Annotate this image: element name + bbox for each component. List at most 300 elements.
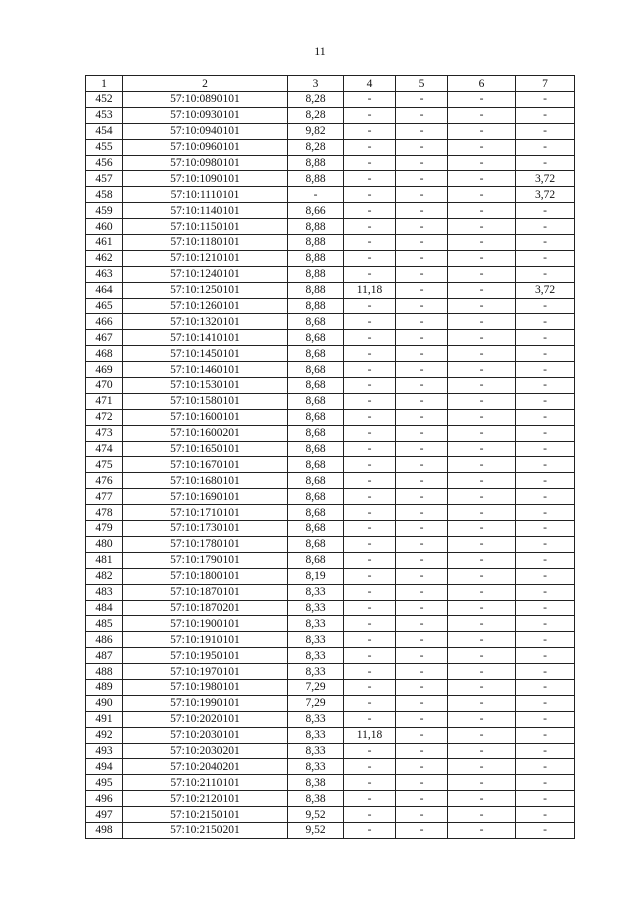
table-cell: - bbox=[516, 266, 575, 282]
table-cell: - bbox=[516, 568, 575, 584]
table-cell: - bbox=[516, 616, 575, 632]
table-cell: 3,72 bbox=[516, 282, 575, 298]
table-cell: 8,68 bbox=[288, 393, 344, 409]
table-cell: - bbox=[344, 552, 396, 568]
table-cell: - bbox=[396, 489, 448, 505]
table-cell: 468 bbox=[86, 346, 123, 362]
table-cell: - bbox=[344, 139, 396, 155]
table-cell: - bbox=[396, 695, 448, 711]
table-cell: 470 bbox=[86, 378, 123, 394]
table-cell: - bbox=[448, 250, 516, 266]
table-cell: - bbox=[396, 473, 448, 489]
table-cell: 497 bbox=[86, 807, 123, 823]
table-cell: - bbox=[448, 441, 516, 457]
table-cell: 57:10:2150101 bbox=[123, 807, 288, 823]
table-cell: - bbox=[344, 314, 396, 330]
table-row bbox=[86, 409, 575, 425]
table-cell: 493 bbox=[86, 743, 123, 759]
table-cell: 457 bbox=[86, 171, 123, 187]
table-cell: 475 bbox=[86, 457, 123, 473]
table-cell: 459 bbox=[86, 203, 123, 219]
table-cell: 484 bbox=[86, 600, 123, 616]
table-cell: 461 bbox=[86, 235, 123, 251]
table-cell: - bbox=[516, 409, 575, 425]
table-cell: 489 bbox=[86, 679, 123, 695]
table-cell: 57:10:1690101 bbox=[123, 489, 288, 505]
table-cell: 57:10:1460101 bbox=[123, 362, 288, 378]
table-cell: - bbox=[396, 378, 448, 394]
table-cell: - bbox=[516, 441, 575, 457]
table-cell: - bbox=[396, 346, 448, 362]
table-cell: - bbox=[396, 107, 448, 123]
table-row bbox=[86, 314, 575, 330]
table-cell: - bbox=[516, 393, 575, 409]
table-row bbox=[86, 250, 575, 266]
table-cell: - bbox=[344, 807, 396, 823]
table-cell: - bbox=[516, 775, 575, 791]
table-cell: 8,68 bbox=[288, 425, 344, 441]
table-cell: 57:10:1730101 bbox=[123, 521, 288, 537]
table-cell: - bbox=[396, 759, 448, 775]
table-cell: 57:10:1980101 bbox=[123, 679, 288, 695]
table-cell: - bbox=[516, 298, 575, 314]
table-cell: - bbox=[448, 664, 516, 680]
table-cell: - bbox=[516, 203, 575, 219]
table-cell: - bbox=[448, 759, 516, 775]
table-cell: - bbox=[396, 123, 448, 139]
table-row bbox=[86, 775, 575, 791]
table-cell: - bbox=[396, 155, 448, 171]
table-cell: - bbox=[344, 219, 396, 235]
table-cell: - bbox=[448, 378, 516, 394]
table-cell: - bbox=[344, 155, 396, 171]
column-header: 2 bbox=[123, 76, 288, 92]
table-cell: - bbox=[344, 521, 396, 537]
table-cell: - bbox=[344, 695, 396, 711]
table-cell: - bbox=[516, 521, 575, 537]
table-cell: 469 bbox=[86, 362, 123, 378]
table-cell: - bbox=[344, 107, 396, 123]
table-cell: - bbox=[344, 346, 396, 362]
table-cell: - bbox=[396, 457, 448, 473]
table-row bbox=[86, 155, 575, 171]
table-cell: - bbox=[516, 489, 575, 505]
table-cell: 57:10:1900101 bbox=[123, 616, 288, 632]
table-cell: 8,68 bbox=[288, 441, 344, 457]
table-cell: 474 bbox=[86, 441, 123, 457]
table-cell: 8,68 bbox=[288, 378, 344, 394]
table-cell: - bbox=[344, 441, 396, 457]
table-cell: 57:10:0890101 bbox=[123, 92, 288, 108]
table-cell: - bbox=[516, 219, 575, 235]
table-cell: 8,68 bbox=[288, 346, 344, 362]
table-cell: - bbox=[396, 775, 448, 791]
table-cell: - bbox=[396, 679, 448, 695]
table-cell: 491 bbox=[86, 711, 123, 727]
table-cell: 57:10:1600101 bbox=[123, 409, 288, 425]
table-cell: - bbox=[396, 409, 448, 425]
table-cell: - bbox=[344, 775, 396, 791]
table-cell: - bbox=[448, 727, 516, 743]
table-cell: 8,66 bbox=[288, 203, 344, 219]
table-cell: 8,68 bbox=[288, 330, 344, 346]
table-cell: - bbox=[344, 648, 396, 664]
table-cell: 57:10:0980101 bbox=[123, 155, 288, 171]
table-row bbox=[86, 791, 575, 807]
table-cell: - bbox=[344, 298, 396, 314]
table-cell: 8,68 bbox=[288, 489, 344, 505]
table-cell: 8,88 bbox=[288, 155, 344, 171]
table-cell: 478 bbox=[86, 505, 123, 521]
table-cell: - bbox=[516, 362, 575, 378]
table-cell: 8,33 bbox=[288, 648, 344, 664]
table-cell: - bbox=[344, 822, 396, 838]
table-cell: 8,28 bbox=[288, 92, 344, 108]
table-cell: 495 bbox=[86, 775, 123, 791]
table-row bbox=[86, 632, 575, 648]
table-cell: - bbox=[344, 536, 396, 552]
table-cell: - bbox=[396, 536, 448, 552]
table-cell: - bbox=[448, 489, 516, 505]
table-cell: 57:10:1320101 bbox=[123, 314, 288, 330]
table-cell: 57:10:1970101 bbox=[123, 664, 288, 680]
table-cell: - bbox=[516, 743, 575, 759]
table-cell: - bbox=[344, 362, 396, 378]
table-cell: 483 bbox=[86, 584, 123, 600]
table-cell: - bbox=[396, 203, 448, 219]
table-cell: 9,52 bbox=[288, 822, 344, 838]
table-row bbox=[86, 664, 575, 680]
table-cell: 8,38 bbox=[288, 791, 344, 807]
table-row bbox=[86, 616, 575, 632]
table-cell: 8,68 bbox=[288, 552, 344, 568]
table-cell: 453 bbox=[86, 107, 123, 123]
table-cell: - bbox=[344, 616, 396, 632]
table-cell: 57:10:1790101 bbox=[123, 552, 288, 568]
table-cell: - bbox=[516, 759, 575, 775]
table-cell: 57:10:1580101 bbox=[123, 393, 288, 409]
table-cell: - bbox=[344, 584, 396, 600]
table-row bbox=[86, 600, 575, 616]
page-number: 11 bbox=[314, 44, 326, 58]
table-cell: - bbox=[396, 282, 448, 298]
table-cell: - bbox=[516, 346, 575, 362]
table-cell: - bbox=[396, 171, 448, 187]
table-cell: - bbox=[516, 139, 575, 155]
table-cell: 456 bbox=[86, 155, 123, 171]
table-cell: 57:10:1150101 bbox=[123, 219, 288, 235]
table-cell: 8,33 bbox=[288, 600, 344, 616]
table-cell: - bbox=[344, 664, 396, 680]
table-cell: 490 bbox=[86, 695, 123, 711]
table-cell: 8,68 bbox=[288, 505, 344, 521]
table-cell: - bbox=[344, 393, 396, 409]
table-cell: 486 bbox=[86, 632, 123, 648]
table-cell: - bbox=[448, 92, 516, 108]
table-cell: 11,18 bbox=[344, 282, 396, 298]
table-cell: - bbox=[344, 203, 396, 219]
table-cell: - bbox=[396, 187, 448, 203]
table-cell: - bbox=[344, 473, 396, 489]
table-cell: 8,68 bbox=[288, 457, 344, 473]
table-row bbox=[86, 552, 575, 568]
table-cell: - bbox=[396, 298, 448, 314]
table-cell: - bbox=[448, 521, 516, 537]
table-cell: 57:10:1990101 bbox=[123, 695, 288, 711]
table-cell: - bbox=[396, 616, 448, 632]
table-row bbox=[86, 123, 575, 139]
table-cell: - bbox=[448, 743, 516, 759]
table-cell: - bbox=[448, 711, 516, 727]
table-cell: - bbox=[396, 743, 448, 759]
table-cell: - bbox=[396, 791, 448, 807]
table-cell: 473 bbox=[86, 425, 123, 441]
table-row bbox=[86, 584, 575, 600]
table-cell: 57:10:0930101 bbox=[123, 107, 288, 123]
data-table bbox=[85, 75, 575, 839]
table-cell: 57:10:2150201 bbox=[123, 822, 288, 838]
table-cell: 57:10:1110101 bbox=[123, 187, 288, 203]
table-cell: - bbox=[396, 807, 448, 823]
table-cell: 57:10:1180101 bbox=[123, 235, 288, 251]
table-cell: - bbox=[448, 425, 516, 441]
table-cell: - bbox=[448, 473, 516, 489]
table-cell: 8,88 bbox=[288, 235, 344, 251]
table-cell: 57:10:2110101 bbox=[123, 775, 288, 791]
table-cell: 487 bbox=[86, 648, 123, 664]
table-cell: 57:10:0960101 bbox=[123, 139, 288, 155]
table-cell: 57:10:1410101 bbox=[123, 330, 288, 346]
table-cell: - bbox=[396, 822, 448, 838]
table-cell: - bbox=[448, 362, 516, 378]
table-row bbox=[86, 695, 575, 711]
table-cell: - bbox=[516, 123, 575, 139]
table-cell: - bbox=[344, 759, 396, 775]
table-row bbox=[86, 171, 575, 187]
table-cell: - bbox=[344, 378, 396, 394]
table-cell: 8,88 bbox=[288, 298, 344, 314]
table-row bbox=[86, 536, 575, 552]
table-cell: 463 bbox=[86, 266, 123, 282]
table-cell: - bbox=[448, 187, 516, 203]
table-cell: - bbox=[344, 92, 396, 108]
table-cell: 8,33 bbox=[288, 616, 344, 632]
table-row bbox=[86, 282, 575, 298]
table-cell: 492 bbox=[86, 727, 123, 743]
table-row bbox=[86, 330, 575, 346]
table-row bbox=[86, 489, 575, 505]
table-cell: 496 bbox=[86, 791, 123, 807]
table-row bbox=[86, 235, 575, 251]
table-cell: - bbox=[516, 378, 575, 394]
table-cell: - bbox=[344, 505, 396, 521]
table-cell: - bbox=[396, 235, 448, 251]
table-cell: - bbox=[288, 187, 344, 203]
table-row bbox=[86, 568, 575, 584]
table-cell: - bbox=[396, 632, 448, 648]
table-cell: - bbox=[516, 330, 575, 346]
table-cell: - bbox=[448, 616, 516, 632]
table-cell: - bbox=[516, 791, 575, 807]
table-cell: - bbox=[344, 187, 396, 203]
table-cell: 57:10:1240101 bbox=[123, 266, 288, 282]
table-cell: 454 bbox=[86, 123, 123, 139]
table-cell: - bbox=[448, 203, 516, 219]
table-cell: 498 bbox=[86, 822, 123, 838]
table-cell: 464 bbox=[86, 282, 123, 298]
table-cell: - bbox=[448, 505, 516, 521]
table-row bbox=[86, 457, 575, 473]
table-cell: 57:10:0940101 bbox=[123, 123, 288, 139]
table-cell: 57:10:1210101 bbox=[123, 250, 288, 266]
column-header: 6 bbox=[448, 76, 516, 92]
table-row bbox=[86, 822, 575, 838]
table-row bbox=[86, 521, 575, 537]
table-cell: 57:10:1650101 bbox=[123, 441, 288, 457]
table-cell: - bbox=[448, 314, 516, 330]
table-cell: - bbox=[344, 568, 396, 584]
table-cell: 7,29 bbox=[288, 695, 344, 711]
table-cell: - bbox=[448, 330, 516, 346]
table-cell: 8,28 bbox=[288, 139, 344, 155]
table-row bbox=[86, 425, 575, 441]
table-cell: 57:10:1670101 bbox=[123, 457, 288, 473]
table-cell: 3,72 bbox=[516, 187, 575, 203]
table-cell: 57:10:1600201 bbox=[123, 425, 288, 441]
table-cell: 472 bbox=[86, 409, 123, 425]
table-row bbox=[86, 727, 575, 743]
table-cell: - bbox=[516, 314, 575, 330]
table-cell: 57:10:1870201 bbox=[123, 600, 288, 616]
table-cell: - bbox=[516, 584, 575, 600]
table-cell: - bbox=[448, 409, 516, 425]
table-cell: - bbox=[516, 473, 575, 489]
table-cell: 57:10:1710101 bbox=[123, 505, 288, 521]
table-cell: 57:10:1800101 bbox=[123, 568, 288, 584]
table-row bbox=[86, 759, 575, 775]
table-cell: - bbox=[344, 457, 396, 473]
table-cell: - bbox=[396, 711, 448, 727]
table-cell: 57:10:2030101 bbox=[123, 727, 288, 743]
table-cell: - bbox=[396, 92, 448, 108]
table-cell: - bbox=[396, 314, 448, 330]
table-cell: 482 bbox=[86, 568, 123, 584]
table-row bbox=[86, 298, 575, 314]
table-cell: 8,33 bbox=[288, 711, 344, 727]
table-cell: - bbox=[396, 330, 448, 346]
table-cell: - bbox=[396, 393, 448, 409]
table-cell: - bbox=[396, 727, 448, 743]
table-row bbox=[86, 807, 575, 823]
table-cell: - bbox=[344, 409, 396, 425]
table-cell: 466 bbox=[86, 314, 123, 330]
table-cell: - bbox=[344, 171, 396, 187]
table-row bbox=[86, 378, 575, 394]
table-cell: 494 bbox=[86, 759, 123, 775]
table-cell: - bbox=[448, 791, 516, 807]
table-cell: 57:10:1780101 bbox=[123, 536, 288, 552]
table-cell: - bbox=[396, 664, 448, 680]
table-cell: - bbox=[344, 711, 396, 727]
column-header: 4 bbox=[344, 76, 396, 92]
table-row bbox=[86, 219, 575, 235]
table-cell: - bbox=[516, 92, 575, 108]
table-cell: 8,88 bbox=[288, 171, 344, 187]
table-cell: - bbox=[448, 155, 516, 171]
table-cell: - bbox=[448, 298, 516, 314]
table-cell: - bbox=[344, 791, 396, 807]
table-row bbox=[86, 92, 575, 108]
table-cell: - bbox=[516, 107, 575, 123]
table-cell: - bbox=[516, 807, 575, 823]
table-cell: - bbox=[516, 711, 575, 727]
table-cell: - bbox=[448, 679, 516, 695]
table-cell: 8,33 bbox=[288, 584, 344, 600]
table-cell: - bbox=[344, 330, 396, 346]
table-cell: - bbox=[448, 171, 516, 187]
table-row bbox=[86, 711, 575, 727]
table-cell: 9,52 bbox=[288, 807, 344, 823]
table-cell: 467 bbox=[86, 330, 123, 346]
table-cell: 57:10:1250101 bbox=[123, 282, 288, 298]
table-cell: 8,68 bbox=[288, 314, 344, 330]
table-cell: 8,33 bbox=[288, 664, 344, 680]
table-cell: 8,68 bbox=[288, 521, 344, 537]
table-cell: - bbox=[516, 648, 575, 664]
table-cell: - bbox=[396, 600, 448, 616]
table-cell: 471 bbox=[86, 393, 123, 409]
table-cell: - bbox=[448, 393, 516, 409]
table-cell: 480 bbox=[86, 536, 123, 552]
table-cell: 488 bbox=[86, 664, 123, 680]
table-cell: - bbox=[516, 695, 575, 711]
table-row bbox=[86, 393, 575, 409]
table-cell: - bbox=[448, 807, 516, 823]
table-cell: - bbox=[448, 632, 516, 648]
table-cell: 8,88 bbox=[288, 219, 344, 235]
table-cell: 8,68 bbox=[288, 362, 344, 378]
table-row bbox=[86, 107, 575, 123]
table-cell: - bbox=[448, 219, 516, 235]
table-cell: - bbox=[344, 266, 396, 282]
table-cell: - bbox=[448, 266, 516, 282]
table-cell: 57:10:1910101 bbox=[123, 632, 288, 648]
table-cell: 57:10:1140101 bbox=[123, 203, 288, 219]
table-row bbox=[86, 362, 575, 378]
table-cell: - bbox=[516, 457, 575, 473]
table-cell: - bbox=[448, 346, 516, 362]
table-row bbox=[86, 679, 575, 695]
table-row bbox=[86, 139, 575, 155]
table-cell: 57:10:1530101 bbox=[123, 378, 288, 394]
column-header: 3 bbox=[288, 76, 344, 92]
table-cell: - bbox=[448, 235, 516, 251]
table-cell: 57:10:2020101 bbox=[123, 711, 288, 727]
table-cell: - bbox=[344, 489, 396, 505]
table-cell: 57:10:2120101 bbox=[123, 791, 288, 807]
table-cell: - bbox=[448, 139, 516, 155]
table-cell: - bbox=[448, 600, 516, 616]
column-header: 7 bbox=[516, 76, 575, 92]
table-cell: - bbox=[448, 536, 516, 552]
table-cell: 481 bbox=[86, 552, 123, 568]
table-cell: - bbox=[396, 362, 448, 378]
table-row bbox=[86, 346, 575, 362]
table-cell: 7,29 bbox=[288, 679, 344, 695]
table-cell: - bbox=[344, 123, 396, 139]
table-cell: 8,33 bbox=[288, 759, 344, 775]
table-cell: 479 bbox=[86, 521, 123, 537]
